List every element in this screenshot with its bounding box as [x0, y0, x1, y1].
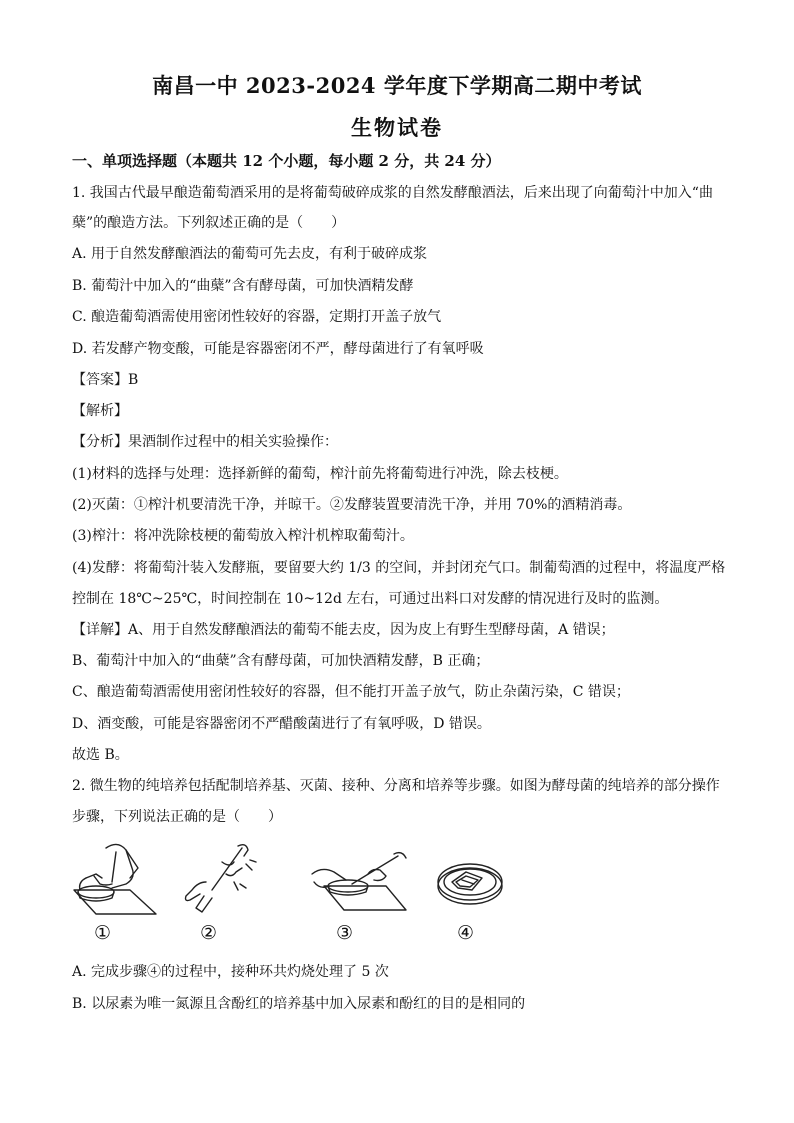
q2-option-b: B. 以尿素为唯一氮源且含酚红的培养基中加入尿素和酚红的目的是相同的 — [72, 996, 526, 1012]
q1-fenxi — [72, 432, 732, 452]
q2-option-a: A. 完成步骤④的过程中，接种环共灼烧处理了 5 次 — [72, 964, 389, 980]
exam-title: 南昌一中 2023-2024 学年度下学期高二期中考试 — [152, 73, 642, 98]
step1-pour-plate-illustration — [66, 838, 166, 922]
q1-step-2: (2)灭菌：①榨汁机要清洗干净，并晾干。②发酵装置要清洗干净，并用 70%的酒精消毒。 — [72, 497, 632, 513]
q1-detail-a — [72, 620, 732, 640]
exam-subtitle: 生物试卷 — [351, 115, 443, 140]
step3-streak-plate-illustration — [306, 846, 416, 922]
q1-step-1: (1)材料的选择与处理：选择新鲜的葡萄，榨汁前先将葡萄进行冲洗，除去枝梗。 — [72, 466, 568, 482]
step4-culture-dish-illustration — [434, 858, 506, 918]
q2-stem-line1: 2. 微生物的纯培养包括配制培养基、灭菌、接种、分离和培养等步骤。如图为酵母菌的纯培养的部分操作 — [72, 778, 720, 794]
answer-value: B — [128, 372, 139, 388]
q1-option-b: B. 葡萄汁中加入的“曲蘖”含有酵母菌，可加快酒精发酵 — [72, 278, 414, 294]
q1-step-4-cont: 控制在 18℃~25℃，时间控制在 10~12d 左右，可通过出料口对发酵的情况进行及时的监测。 — [72, 591, 669, 607]
section-heading: 一、单项选择题（本题共 12 个小题，每小题 2 分，共 24 分） — [72, 152, 501, 170]
q1-option-c: C. 酿造葡萄酒需使用密闭性较好的容器，定期打开盖子放气 — [72, 309, 442, 325]
q1-option-d: D. 若发酵产物变酸，可能是容器密闭不严，酵母菌进行了有氧呼吸 — [72, 341, 484, 357]
q1-option-a: A. 用于自然发酵酿酒法的葡萄可先去皮，有利于破碎成浆 — [72, 246, 428, 262]
q2-figure — [66, 838, 506, 948]
figure-label-2: ② — [200, 922, 218, 944]
figure-label-4: ④ — [457, 922, 475, 944]
fenxi-tag: 【分析】 — [72, 434, 128, 450]
fenxi-text: 果酒制作过程中的相关实验操作： — [128, 434, 338, 450]
step2-flame-loop-illustration — [176, 838, 260, 922]
q1-stem-line1: 1. 我国古代最早酿造葡萄酒采用的是将葡萄破碎成浆的自然发酵酿酒法，后来出现了向葡萄汁中加入“曲 — [72, 185, 713, 201]
q1-step-4: (4)发酵：将葡萄汁装入发酵瓶，要留要大约 1/3 的空间，并封闭充气口。制葡萄酒的过程中，将温度严格 — [72, 560, 726, 576]
q1-conclusion: 故选 B。 — [72, 747, 129, 763]
xiangjie-tag: 【详解】 — [72, 622, 128, 638]
q1-answer — [72, 370, 732, 390]
detail-a-text: A、用于自然发酵酿酒法的葡萄不能去皮，因为皮上有野生型酵母菌，A 错误； — [128, 622, 615, 638]
q2-stem-line2: 步骤，下列说法正确的是（ ） — [72, 809, 282, 825]
figure-label-1: ① — [94, 922, 112, 944]
figure-label-3: ③ — [336, 922, 354, 944]
answer-tag: 【答案】 — [72, 372, 128, 388]
q1-detail-d: D、酒变酸，可能是容器密闭不严醋酸菌进行了有氧呼吸，D 错误。 — [72, 716, 491, 732]
q1-detail-b: B、葡萄汁中加入的“曲蘖”含有酵母菌，可加快酒精发酵，B 正确； — [72, 653, 490, 669]
q1-analysis-tag: 【解析】 — [72, 403, 128, 419]
q1-step-3: (3)榨汁：将冲洗除枝梗的葡萄放入榨汁机榨取葡萄汁。 — [72, 528, 414, 544]
q1-detail-c: C、酿造葡萄酒需使用密闭性较好的容器，但不能打开盖子放气，防止杂菌污染，C 错误； — [72, 684, 630, 700]
q1-stem-line2: 蘖”的酿造方法。下列叙述正确的是（ ） — [72, 215, 346, 231]
